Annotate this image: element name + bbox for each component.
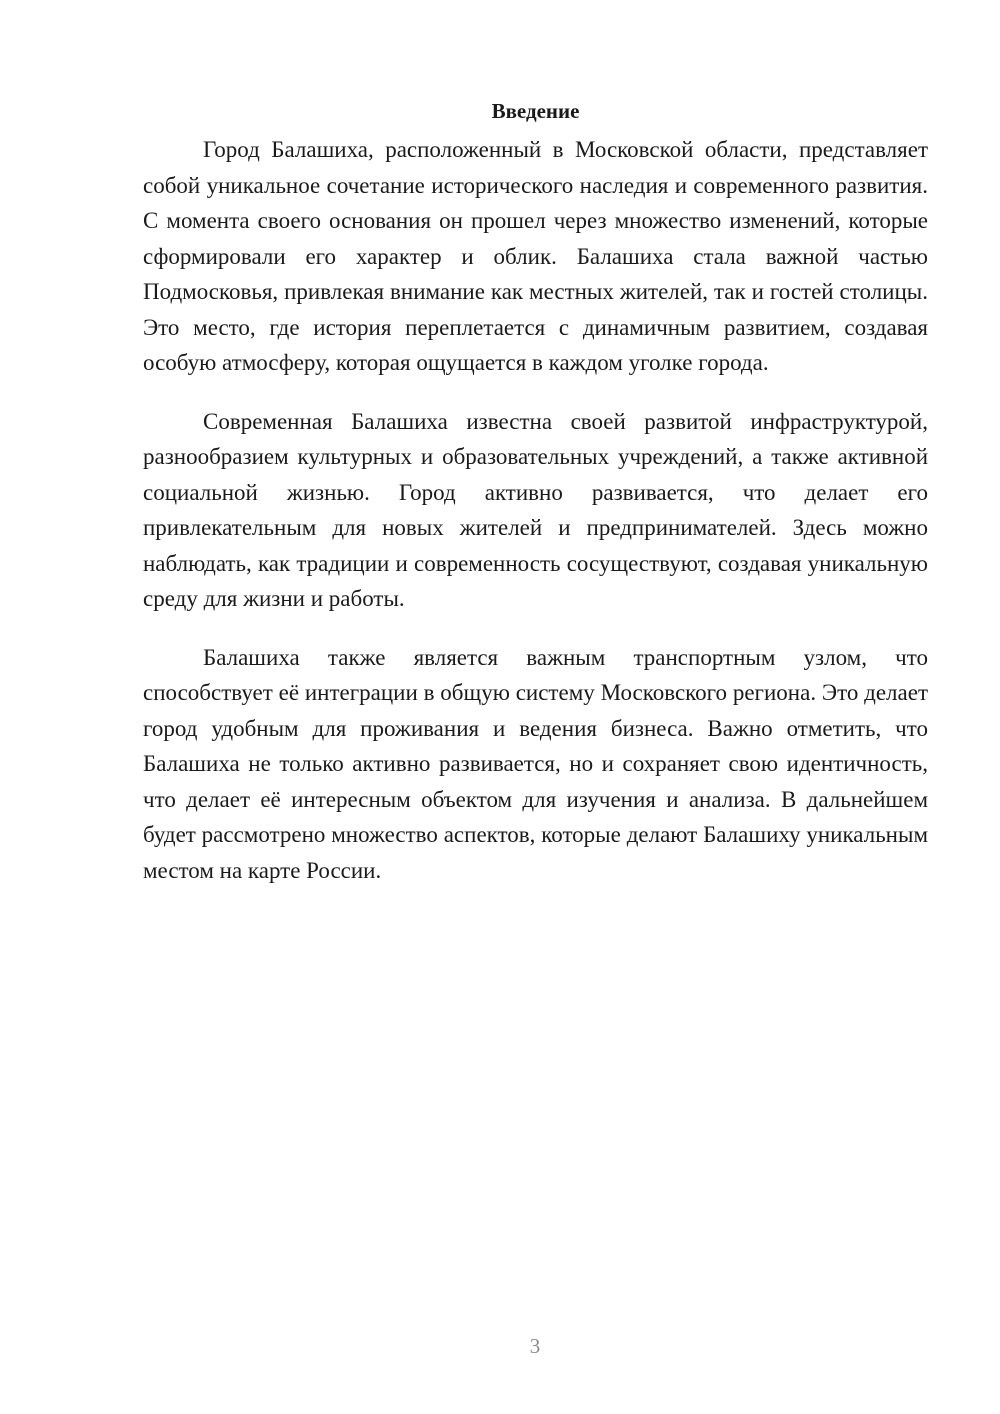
page-content	[143, 96, 928, 911]
paragraph-3: Балашиха также является важным транспортным узлом, что способствует её интеграции в общую систему Московского региона. Это делает город удобным для проживания и ведения бизнеса. Важно отметить, что Балашиха не только активно развивается, но и сохраняет свою идентичность, что делает её интересным объектом для изучения и анализа. В дальнейшем будет рассмотрено множество аспектов, которые делают Балашиху уникальным местом на карте России.	[143, 644, 928, 883]
paragraph-2: Современная Балашиха известна своей развитой инфраструктурой, разнообразием культурных и образовательных учреждений, а также активной социальной жизнью. Город активно развивается, что делает его привлекательным для новых жителей и предпринимателей. Здесь можно наблюдать, как традиции и современность сосуществуют, создавая уникальную среду для жизни и работы.	[143, 408, 928, 611]
section-heading: Введение	[491, 99, 580, 123]
paragraph-1: Город Балашиха, расположенный в Московской области, представляет собой уникальное сочетание исторического наследия и современного развития. С момента своего основания он прошел через множество изменений, которые сформировали его характер и облик. Балашиха стала важной частью Подмосковья, привлекая внимание как местных жителей, так и гостей столицы. Это место, где история переплетается с динамичным развитием, создавая особую атмосферу, которая ощущается в каждом уголке города.	[143, 137, 928, 375]
page-number: 3	[529, 1334, 541, 1358]
